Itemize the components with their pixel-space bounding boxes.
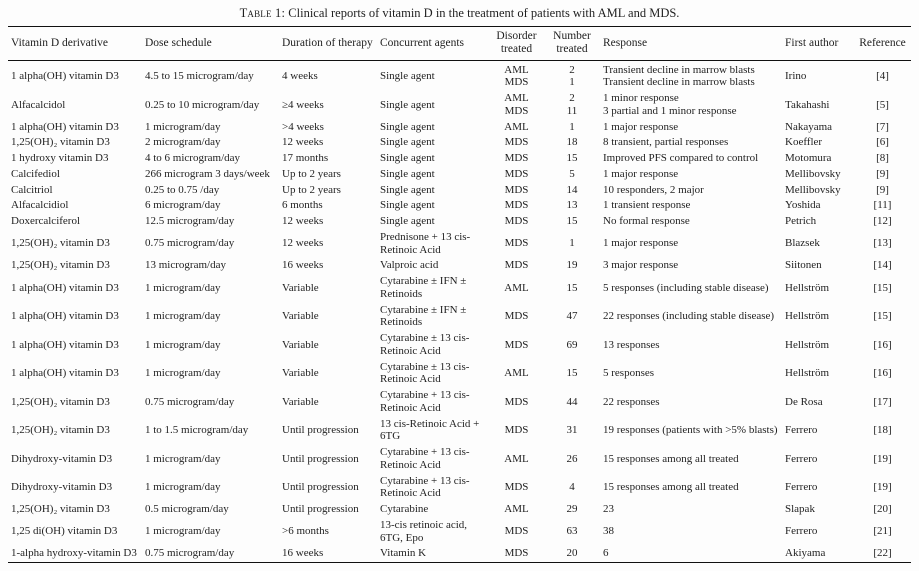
cell-derivative: Calcifediol [11,167,60,180]
table-row [8,473,911,502]
cell-derivative: 1,25(OH)₂ vitamin D3 [11,136,110,149]
table-row [8,91,911,120]
cell-dose: 12.5 microgram/day [145,215,235,228]
cell-reference: [14] [873,259,892,272]
cell-disorder [489,91,544,120]
cell-line: MDS [504,104,529,117]
cell-dose: 0.5 microgram/day [145,503,229,516]
cell-derivative: 1,25(OH)₂ vitamin D3 [11,237,110,250]
cell-dose: 1 microgram/day [145,310,221,323]
cell-duration: 12 weeks [282,215,324,228]
cell-dose: 4.5 to 15 microgram/day [145,70,254,83]
cell-agents: 13 cis-Retinoic Acid + 6TG [380,417,480,443]
cell-dose: 1 to 1.5 microgram/day [145,424,249,437]
cell-duration: Variable [282,310,319,323]
cell-response: 15 responses among all treated [603,481,739,494]
cell-response: 15 responses among all treated [603,452,739,465]
cell-duration: 6 months [282,199,323,212]
cell-number: 15 [566,215,578,228]
cell-reference: [11] [873,199,892,212]
column-header-reference: Reference [854,27,911,60]
cell-reference: [7] [876,120,889,133]
cell-author: Takahashi [785,98,830,111]
column-header-disorder: Disorder treated [489,27,544,60]
cell-dose: 0.25 to 0.75 /day [145,183,220,196]
table-row [8,274,911,303]
cell-number: 14 [566,183,578,196]
cell-disorder: AML [504,503,529,516]
cell-duration: >4 weeks [282,120,324,133]
table-row [8,445,911,474]
cell-reference: [16] [873,338,892,351]
clinical-reports-table [8,26,911,562]
table-caption-label: Table 1: [239,6,286,20]
table-row [8,182,911,198]
cell-disorder: AML [504,452,529,465]
cell-derivative: 1 alpha(OH) vitamin D3 [11,120,119,133]
cell-line: 2 [569,92,575,105]
cell-number: 29 [566,503,578,516]
cell-duration: Up to 2 years [282,183,341,196]
cell-derivative: 1,25(OH)₂ vitamin D3 [11,259,110,272]
cell-derivative: 1 alpha(OH) vitamin D3 [11,70,119,83]
cell-dose: 1 microgram/day [145,367,221,380]
cell-number: 5 [569,167,575,180]
column-header-number: Number treated [544,27,600,60]
cell-number: 19 [566,259,578,272]
cell-line: 1 [569,76,575,89]
cell-dose: 1 microgram/day [145,452,221,465]
cell-duration: Variable [282,338,319,351]
cell-disorder: MDS [504,199,529,212]
cell-number: 15 [566,281,578,294]
cell-dose: 1 microgram/day [145,338,221,351]
cell-disorder: MDS [504,167,529,180]
cell-duration: Variable [282,281,319,294]
cell-response: 10 responders, 2 major [603,183,704,196]
cell-derivative: Calcitriol [11,183,53,196]
cell-disorder: MDS [504,481,529,494]
cell-author: Nakayama [785,120,833,133]
cell-response: 6 [603,547,609,560]
cell-response: 22 responses (including stable disease) [603,310,775,323]
cell-number: 63 [566,525,578,538]
cell-dose: 266 microgram 3 days/week [145,167,270,180]
column-header-dose: Dose schedule [142,27,279,60]
cell-response: 23 [603,503,614,516]
cell-reference: [19] [873,452,892,465]
cell-number: 47 [566,310,578,323]
cell-number: 20 [566,547,578,560]
cell-reference: [6] [876,136,889,149]
column-header-duration: Duration of therapy [279,27,377,60]
cell-derivative: 1-alpha hydroxy-vitamin D3 [11,547,137,560]
cell-number: 18 [566,136,578,149]
cell-disorder: MDS [504,183,529,196]
cell-author: Siitonen [785,259,822,272]
cell-response: 3 major response [603,259,679,272]
cell-number: 15 [566,152,578,165]
table-row [8,166,911,182]
table-row [8,151,911,167]
cell-line: 1 minor response [603,92,679,105]
cell-dose: 4 to 6 microgram/day [145,152,241,165]
cell-dose: 0.75 microgram/day [145,547,235,560]
cell-dose: 2 microgram/day [145,136,221,149]
table-row [8,517,911,546]
table-row [8,229,911,258]
table-row [8,258,911,274]
cell-derivative: 1 alpha(OH) vitamin D3 [11,281,119,294]
cell-author: Blazsek [785,237,820,250]
cell-disorder: MDS [504,215,529,228]
cell-agents: Single agent [380,183,435,196]
cell-author: Petrich [785,215,817,228]
cell-response: 1 major response [603,167,679,180]
cell-dose: 1 microgram/day [145,481,221,494]
cell-line: 11 [566,104,578,117]
cell-derivative: Doxercalciferol [11,215,81,228]
cell-response: 13 responses [603,338,660,351]
cell-response [600,60,782,91]
table-row [8,359,911,388]
column-header-derivative: Vitamin D derivative [8,27,142,60]
cell-duration: 16 weeks [282,259,324,272]
cell-dose: 0.75 microgram/day [145,237,235,250]
cell-disorder: MDS [504,136,529,149]
cell-reference: [17] [873,395,892,408]
cell-number: 15 [566,367,578,380]
table-caption-text: Clinical reports of vitamin D in the treatment of patients with AML and MDS. [288,6,680,20]
cell-dose: 1 microgram/day [145,525,221,538]
cell-reference: [22] [873,547,892,560]
cell-agents: Single agent [380,120,435,133]
cell-response: 5 responses [603,367,655,380]
cell-disorder: AML [504,120,529,133]
table-row [8,119,911,135]
cell-derivative: 1 alpha(OH) vitamin D3 [11,367,119,380]
cell-agents: Single agent [380,215,435,228]
cell-line: 3 partial and 1 minor response [603,104,737,117]
cell-response: 8 transient, partial responses [603,136,729,149]
cell-line: AML [504,92,529,105]
cell-author: Hellström [785,310,829,323]
cell-line: MDS [504,76,529,89]
cell-disorder: MDS [504,259,529,272]
cell-duration: Until progression [282,481,359,494]
cell-reference: [21] [873,525,892,538]
cell-reference: [12] [873,215,892,228]
cell-response: Improved PFS compared to control [603,152,759,165]
table-row [8,135,911,151]
cell-duration: 4 weeks [282,70,318,83]
column-header-agents: Concurrent agents [377,27,489,60]
cell-disorder: MDS [504,424,529,437]
cell-disorder: AML [504,281,529,294]
cell-response: 1 major response [603,120,679,133]
cell-number [544,60,600,91]
cell-duration: Variable [282,367,319,380]
cell-derivative: 1 hydroxy vitamin D3 [11,152,109,165]
cell-agents: Single agent [380,199,435,212]
cell-author: Motomura [785,152,832,165]
column-header-author: First author [782,27,854,60]
cell-response: 5 responses (including stable disease) [603,281,769,294]
table-row [8,331,911,360]
cell-number: 13 [566,199,578,212]
cell-agents: Cytarabine + 13 cis-Retinoic Acid [380,389,470,414]
cell-dose: 1 microgram/day [145,281,221,294]
cell-disorder: MDS [504,237,529,250]
cell-author: Irino [785,70,807,83]
cell-dose: 13 microgram/day [145,259,226,272]
cell-author: Mellibovsky [785,167,841,180]
cell-duration: ≥4 weeks [282,98,324,111]
cell-reference: [18] [873,424,892,437]
cell-response: 19 responses (patients with >5% blasts) [603,424,778,437]
cell-agents: Cytarabine ± IFN ± Retinoids [380,303,467,329]
cell-number: 44 [566,395,578,408]
cell-line: Transient decline in marrow blasts [603,63,755,76]
table-row [8,388,911,417]
cell-agents: Cytarabine ± 13 cis-Retinoic Acid [380,360,470,386]
cell-derivative: 1 alpha(OH) vitamin D3 [11,310,119,323]
cell-agents: Single agent [380,152,435,165]
cell-response: 22 responses [603,395,660,408]
cell-number: 4 [569,481,575,494]
cell-reference: [13] [873,237,892,250]
cell-reference: [16] [873,367,892,380]
cell-agents: Cytarabine + 13 cis-Retinoic Acid [380,474,470,500]
cell-dose: 1 microgram/day [145,120,221,133]
cell-author: Ferrero [785,525,818,538]
cell-derivative: 1,25(OH)₂ vitamin D3 [11,503,110,516]
table-header-row [8,27,911,60]
cell-derivative: Alfacalcidiol [11,199,69,212]
cell-number: 69 [566,338,578,351]
cell-number: 1 [569,237,575,250]
cell-disorder: MDS [504,395,529,408]
cell-reference: [5] [876,98,889,111]
cell-reference: [9] [876,167,889,180]
cell-duration: >6 months [282,525,329,538]
cell-author: De Rosa [785,395,823,408]
cell-author: Mellibovsky [785,183,841,196]
table-row [8,302,911,331]
table-row [8,214,911,230]
cell-line: AML [504,63,529,76]
cell-duration: Up to 2 years [282,167,341,180]
cell-number [544,91,600,120]
cell-disorder: MDS [504,310,529,323]
column-header-response: Response [600,27,782,60]
cell-agents: Cytarabine ± IFN ± Retinoids [380,275,467,300]
cell-author: Ferrero [785,481,818,494]
cell-duration: Until progression [282,424,359,437]
cell-reference: [15] [873,310,892,323]
table-caption [8,5,911,21]
cell-reference: [19] [873,481,892,494]
cell-dose: 0.25 to 10 microgram/day [145,98,260,111]
table-row [8,198,911,214]
cell-disorder: MDS [504,547,529,560]
cell-duration: Until progression [282,503,359,516]
cell-number: 26 [566,452,578,465]
cell-duration: 17 months [282,152,329,165]
cell-derivative: 1,25 di(OH) vitamin D3 [11,525,118,538]
cell-duration: Until progression [282,452,359,465]
cell-reference: [4] [876,70,889,83]
cell-author: Slapak [785,503,815,516]
cell-response [600,91,782,120]
cell-author: Yoshida [785,199,821,212]
table-row [8,546,911,562]
cell-derivative: Dihydroxy-vitamin D3 [11,481,113,494]
cell-author: Akiyama [785,547,826,560]
cell-derivative: 1,25(OH)₂ vitamin D3 [11,395,110,408]
cell-author: Ferrero [785,452,818,465]
cell-author: Hellström [785,338,829,351]
cell-response: 38 [603,525,614,538]
cell-number: 1 [569,120,575,133]
cell-line: Transient decline in marrow blasts [603,76,755,89]
cell-author: Koeffler [785,136,823,149]
cell-response: 1 major response [603,237,679,250]
cell-response: 1 transient response [603,199,691,212]
cell-disorder: AML [504,367,529,380]
cell-author: Ferrero [785,424,818,437]
cell-reference: [15] [873,281,892,294]
cell-agents: Cytarabine [380,503,429,516]
table-row [8,416,911,445]
cell-disorder [489,60,544,91]
cell-derivative: 1 alpha(OH) vitamin D3 [11,338,119,351]
cell-agents: Single agent [380,98,435,111]
cell-reference: [20] [873,503,892,516]
cell-agents: Cytarabine + 13 cis-Retinoic Acid [380,446,470,471]
cell-agents: Prednisone + 13 cis-Retinoic Acid [380,230,471,256]
cell-reference: [9] [876,183,889,196]
table-row [8,502,911,518]
cell-agents: Single agent [380,167,435,180]
cell-disorder: MDS [504,152,529,165]
cell-dose: 0.75 microgram/day [145,395,235,408]
cell-dose: 6 microgram/day [145,199,221,212]
table-header [8,27,911,60]
cell-derivative: Alfacalcidol [11,98,66,111]
cell-line: 2 [569,63,575,76]
cell-disorder: MDS [504,338,529,351]
cell-author: Hellström [785,367,829,380]
cell-agents: Single agent [380,70,435,83]
cell-author: Hellström [785,281,829,294]
cell-duration: 12 weeks [282,237,324,250]
cell-duration: 12 weeks [282,136,324,149]
cell-agents: 13-cis retinoic acid, 6TG, Epo [380,518,468,544]
cell-number: 31 [566,424,578,437]
cell-reference: [8] [876,152,889,165]
table-row [8,60,911,91]
cell-derivative: 1,25(OH)₂ vitamin D3 [11,424,110,437]
cell-duration: 16 weeks [282,547,324,560]
table-body [8,60,911,562]
cell-agents: Valproic acid [380,259,439,272]
cell-agents: Single agent [380,136,435,149]
cell-disorder: MDS [504,525,529,538]
cell-duration: Variable [282,395,319,408]
cell-response: No formal response [603,215,690,228]
cell-agents: Cytarabine ± 13 cis-Retinoic Acid [380,332,470,357]
cell-derivative: Dihydroxy-vitamin D3 [11,452,113,465]
cell-agents: Vitamin K [380,547,427,560]
